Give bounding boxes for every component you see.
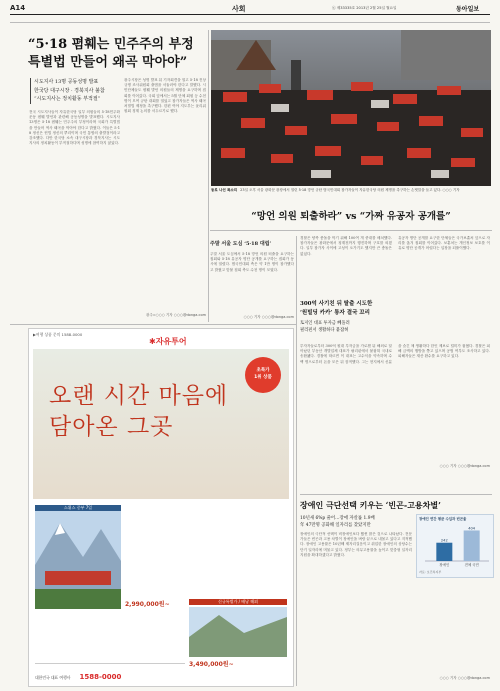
rally-photo (211, 30, 491, 186)
masthead (10, 3, 490, 15)
story4-headline: 장애인 극단선택 키우는 ‘빈곤-고용차별’ (300, 500, 441, 510)
lead-body-col1: 전국 시도지사들이 자유한국당 일부 의원들의 5·18민주화운동 폄훼 발언과 관련해 공동성명을 발표했다. 시도지사 13명은 5·18 폄훼는 민주주의 부정이라며 국회가 특별법을 만들어 역사 왜곡을 막아야 한다고 밝혔다. 이들은 5·18 정신은 헌법 정신의 뿌리이며 국민 통합의 출발점이라고 강조했다. 다만 한국당 소속 대구시장과 경북지사는 시도지사의 정치활동이 부적절하다며 성명에 참여하지 않았다. (29, 110, 120, 146)
chart-plot (419, 523, 491, 569)
ad-promo-label-2: 신규특별가 / 배낭 해외 (189, 599, 287, 605)
chart-bar-1 (464, 530, 480, 561)
story4-byline: ○○○ 기자 ○○○@donga.com (439, 676, 490, 680)
rule-story2-horizontal (210, 230, 492, 231)
ad-logo-text: 자유투어 (155, 337, 187, 346)
lead-subhead-line-2: 한국당 대구시장 · 경북지사 불참 (34, 87, 105, 94)
ad-badge-top: 초특가 (256, 368, 270, 373)
story4-subhead (300, 515, 410, 529)
chart-caption: 자료: 보건복지부 (419, 570, 442, 574)
ad-promo-image-1 (35, 505, 121, 609)
page-number: A14 (10, 4, 26, 12)
story3-subhead-line-2: 필리핀서 생활하다 붙잡혀 (300, 328, 349, 333)
lead-headline-line-1: “5·18 폄훼는 민주주의 부정 (28, 37, 194, 52)
ad-price-2: 3,490,000원~ (189, 661, 234, 668)
lead-subhead (30, 78, 124, 104)
story3-headline-line-1: 300억 사기친 뒤 탈출 시도한 (300, 301, 373, 307)
rule-mid-horizontal (10, 324, 296, 325)
rule-story4-horizontal (300, 494, 492, 495)
ad-price-1: 2,990,000원~ (125, 601, 170, 608)
newspaper-brand: 동아일보 (456, 6, 480, 13)
ad-contact: 대한민국 대표 여행사 (35, 675, 71, 680)
lead-byline: 광주=○○○ 기자 ○○○@donga.com (145, 313, 206, 317)
story3-body: 투자자들로부터 300억 원대 투자금을 가로챈 뒤 해외로 달아났던 부동산 개발업체 대표가 필리핀에서 붙잡혀 국내로 송환됐다. 경찰에 따르면 이 대표는 고수익을 약속하며 수백 명으로부터 돈을 모은 뒤 잠적했다. 그는 현지에서 신분을 숨긴 채 생활하다 한인 제보로 덜미가 잡혔다. 경찰은 피해 금액의 행방을 쫓고 있으며 공범 여부도 조사하고 있다. 피해자들은 재산 환수를 요구하고 있다. (300, 344, 490, 364)
rule-lead-vertical (208, 30, 209, 322)
story2-headline: “망언 의원 퇴출하라” vs “가짜 유공자 공개를” (251, 211, 451, 222)
chart-value-label-0: 242 (440, 538, 448, 543)
story4-subhead-line-2: 年 47만명 공화해 일자리를 찾았지만 (300, 523, 371, 528)
section-name: 사회 (232, 5, 246, 13)
rule-header (10, 22, 490, 23)
ad-logo (149, 336, 187, 347)
chart-category-label-0: 장애인 (439, 563, 450, 567)
lead-headline-line-2: 특별법 만들어 왜곡 막아야” (28, 55, 188, 70)
lead-subhead-line-3: “시도지사는 정치활동 부적절” (34, 96, 101, 102)
story2-subhead: 주말 서울 도심 ‘5·18 대립’ (210, 241, 272, 247)
story4-chart (416, 514, 494, 578)
ad-headline: 오랜 시간 마음에 담아온 그곳 (49, 383, 229, 440)
story2-body-col3: 유공자 명단 공개를 요구한 단체들은 국가보훈처 앞으로 자리를 옮겨 집회를 이어갔다. 보훈처는 개인정보 보호를 이유로 명단 공개가 어렵다는 입장을 되풀이했다. (398, 236, 490, 251)
rule-right-vertical (296, 236, 297, 686)
ad-badge (245, 357, 281, 393)
chart-value-label-1: 404 (468, 526, 476, 531)
star-icon: ✱ (149, 337, 156, 346)
chart-category-label-1: 전체 국민 (464, 563, 479, 567)
ad-phone: 1588-0000 (79, 673, 122, 681)
travel-ad (28, 328, 294, 687)
story3-headline (300, 300, 400, 317)
story4-body-col2 (418, 580, 490, 674)
issue-info: ㉢ 제33335호 2013년 2월 25일 월요일 (332, 6, 397, 10)
ad-badge-bottom: 1위 상품 (254, 375, 272, 380)
lead-subhead-line-1: 시도지사 13명 공동성명 발표 (34, 79, 99, 85)
lead-body-col2: 광주시장은 성명 발표 뒤 기자회견을 열고 5·18 진상규명 조사위원회 출범을 서둘러야 한다고 말했다. 시민단체들도 폄훼 발언 의원들의 제명을 요구하며 집회를 이어갔다. 국회 앞에서는 5월 단체 회원 등 수천 명이 모여 규탄 대회를 열었고 참가자들은 역사 왜곡 처벌법 제정을 촉구했다. 한편 여야 지도부는 윤리위원회 징계 논의를 서두르기로 했다. (124, 78, 206, 114)
photo-caption-text: 23일 오후 서울 광화문 광장에서 열린 5·18 망언 규탄 범국민대회 참가자들이 자유한국당 의원 제명을 촉구하는 손팻말을 들고 있다. ○○○ 기자 (240, 188, 460, 192)
story3-subhead-line-1: 토지인 대표 투자금 빼돌려 (300, 321, 350, 326)
chart-title: 장애인 연간 평균 수입과 빈곤율 (419, 517, 467, 521)
story4-subhead-line-1: 10년새 6%p 줄어…장애 자살률 1.9배 (300, 516, 375, 521)
ad-footer (35, 663, 185, 682)
photo-caption-title: 동로 나선 복소리 (211, 188, 238, 192)
ad-strip: ▶여행 상품 문의 1588-0000 (33, 332, 83, 337)
story3-subhead (300, 320, 400, 334)
ad-promo-image-2 (189, 607, 287, 657)
story3-headline-line-2: ‘원빌딩 카카’ 통자 결국 꼬리 (300, 309, 370, 316)
story4-body-col1: 장애인의 극단적 선택이 비장애인보다 훨씬 많은 것으로 나타났다. 전문가들은 빈곤과 고용 차별이 장애인을 벼랑 끝으로 내몰고 있다고 지적했다. 장애인 고용률은 10년째 제자리걸음이고 취업한 장애인의 상당수는 단기 일자리에 머물고 있다. 정부는 의무고용률을 높이고 맞춤형 일자리 지원을 확대하겠다고 밝혔다. (300, 532, 412, 557)
story2-body-col1: 주말 서울 도심에서 5·18 망언 의원 퇴출을 요구하는 집회와 5·18 유공자 명단 공개를 요구하는 집회가 동시에 열렸다. 범국민대회 측은 약 1만 명이 참가했다고 밝혔고 맞불 집회 측도 수천 명이 모였다. (210, 252, 294, 272)
story2-body-col2: 경찰은 양측 충돌을 막기 위해 100여 개 중대를 배치했다. 참가자들은 광화문에서 청계천까지 행진하며 구호를 외쳤다. 일부 참가자 사이에 고성이 오가기도 했지만 큰 충돌은 없었다. (300, 236, 392, 256)
ad-promo-details (125, 513, 287, 593)
story2-byline: ○○○ 기자 ○○○@donga.com (243, 315, 294, 319)
chart-bar-0 (436, 543, 452, 561)
ad-fineprint (35, 613, 183, 657)
lead-headline (28, 36, 204, 72)
ad-promo-label-1: 스위스 중부 7일 (35, 505, 121, 511)
story3-byline: ○○○ 기자 ○○○@donga.com (439, 464, 490, 468)
